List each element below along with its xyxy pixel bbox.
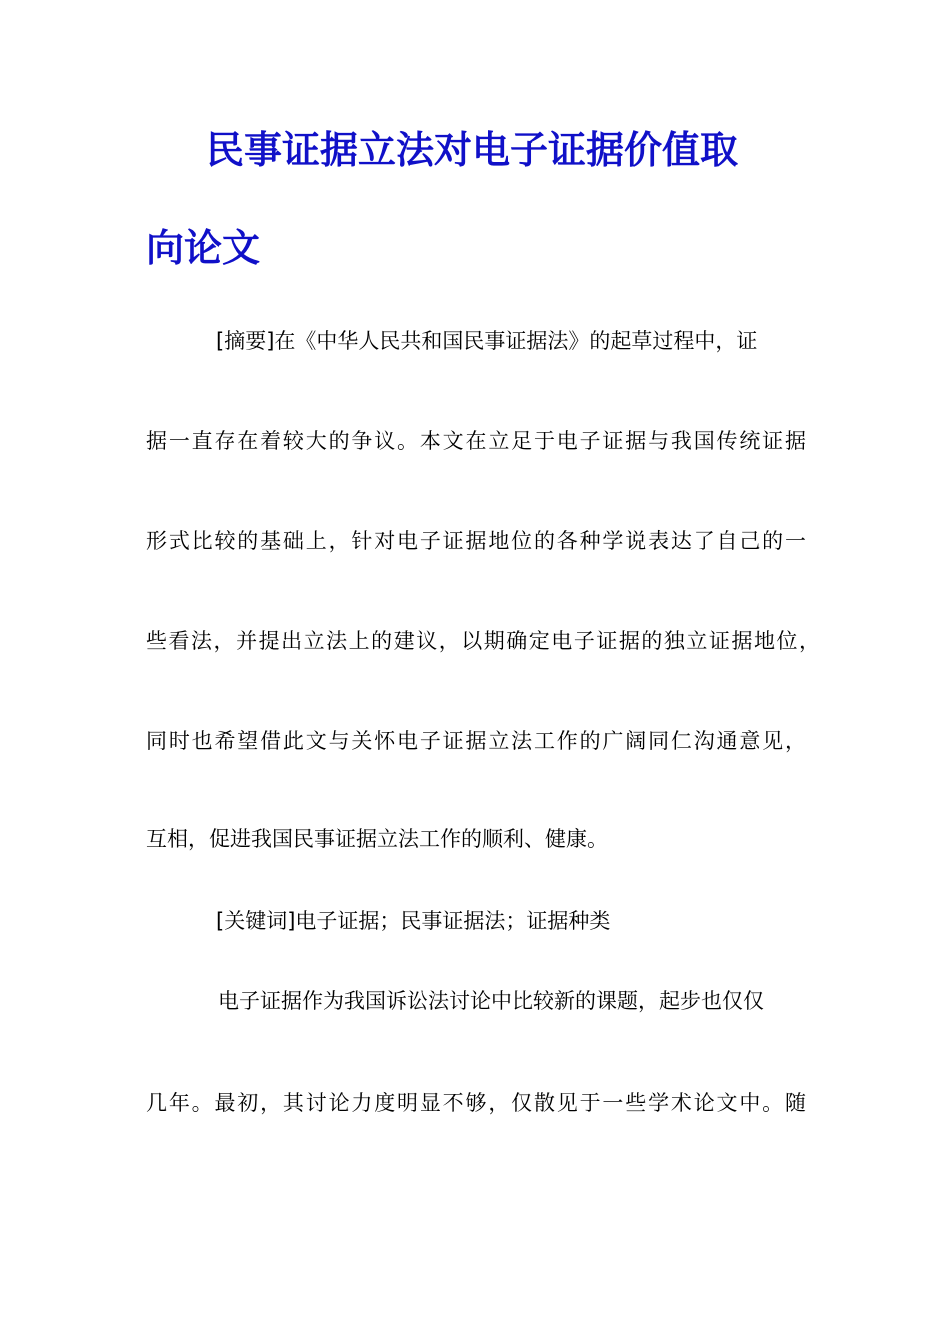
document-title-line-2: 向论文 xyxy=(146,226,261,270)
abstract-line-3: 形式比较的基础上，针对电子证据地位的各种学说表达了自己的一 xyxy=(146,529,806,553)
abstract-line-5: 同时也希望借此文与关怀电子证据立法工作的广阔同仁沟通意见， xyxy=(146,729,806,753)
abstract-line-6: 互相，促进我国民事证据立法工作的顺利、健康。 xyxy=(146,827,608,851)
keywords-line: [关键词]电子证据；民事证据法；证据种类 xyxy=(216,909,611,933)
document-title-line-1: 民事证据立法对电子证据价值取 xyxy=(206,128,739,172)
abstract-line-1: [摘要]在《中华人民共和国民事证据法》的起草过程中，证 xyxy=(216,329,758,353)
abstract-line-4: 些看法，并提出立法上的建议，以期确定电子证据的独立证据地位， xyxy=(146,629,820,653)
body-line-1: 电子证据作为我国诉讼法讨论中比较新的课题，起步也仅仅 xyxy=(218,989,764,1013)
body-line-2: 几年。最初，其讨论力度明显不够，仅散见于一些学术论文中。随 xyxy=(146,1091,806,1115)
abstract-line-2: 据一直存在着较大的争议。本文在立足于电子证据与我国传统证据 xyxy=(146,429,806,453)
